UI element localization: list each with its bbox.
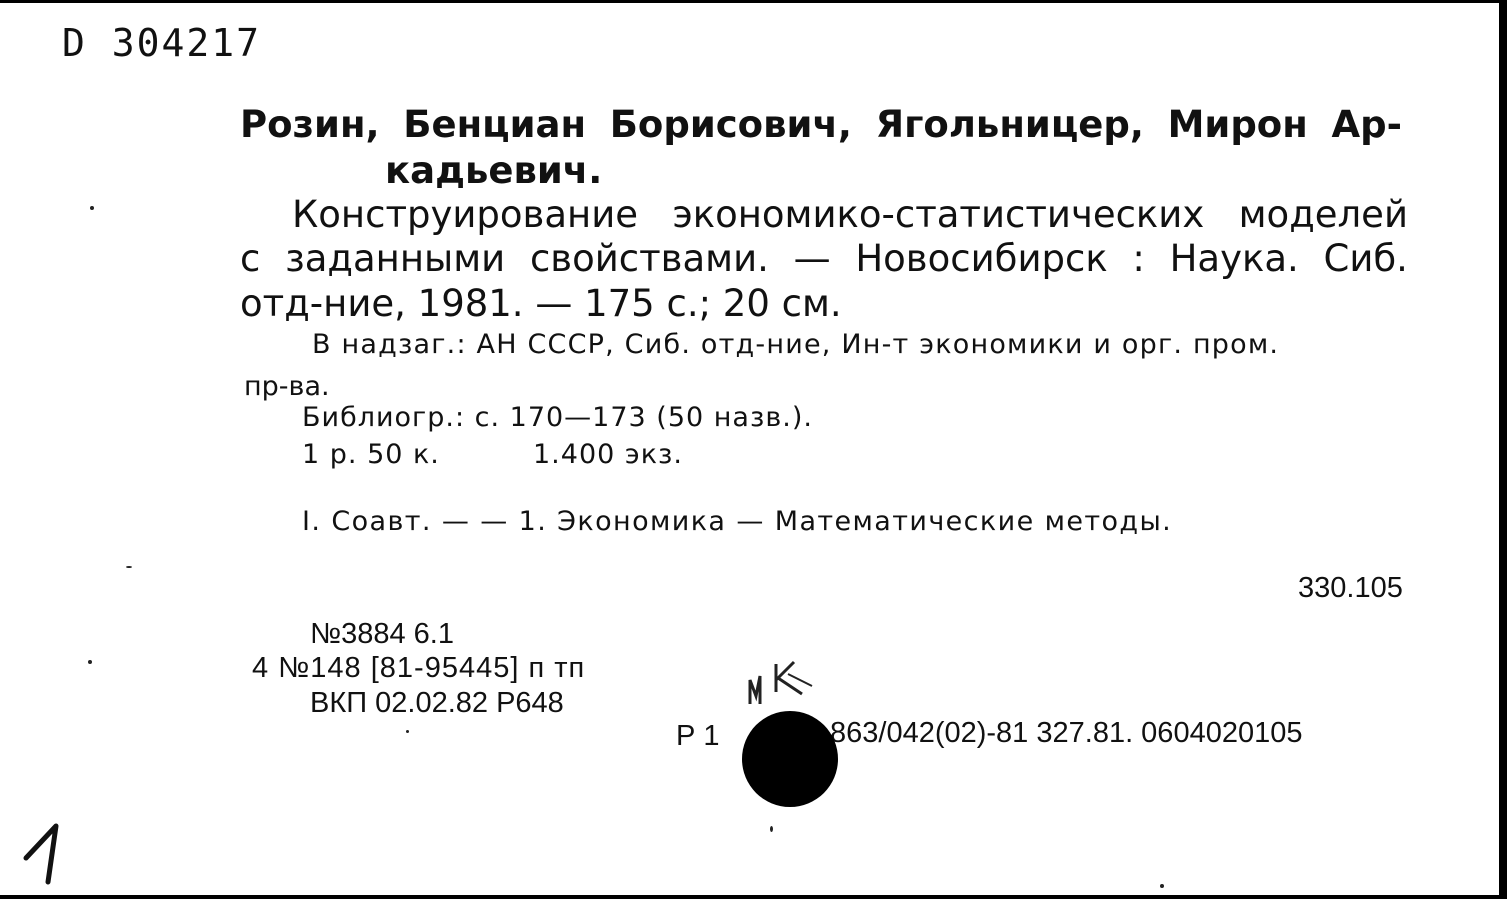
title-word: :	[1132, 237, 1145, 280]
code-prefix: Р 1	[676, 720, 720, 752]
order-number: №3884 6.1	[310, 618, 454, 650]
copies: 1.400 экз.	[533, 439, 683, 470]
price: 1 р. 50 к.	[302, 439, 440, 470]
speck	[770, 826, 773, 832]
title-line-2	[240, 237, 1408, 280]
author-heading-line-2: кадьевич.	[385, 149, 603, 192]
note-line-1: В надзаг.: АН СССР, Сиб. отд-ние, Ин-т экономики и орг. пром.	[312, 329, 1280, 360]
speck	[88, 660, 92, 664]
title-line-3: отд-ние, 1981. — 175 с.; 20 см.	[240, 282, 842, 325]
speck	[126, 566, 132, 568]
author-word: Мирон	[1167, 103, 1308, 146]
title-word: свойствами.	[529, 237, 769, 280]
title-word: заданными	[285, 237, 506, 280]
card-bottom-edge	[0, 895, 1507, 899]
author-word: Бенциан	[403, 103, 587, 146]
bibliography-note: Библиогр.: с. 170—173 (50 назв.).	[302, 402, 813, 433]
note-line-2: пр-ва.	[244, 371, 330, 402]
classification-number: 330.105	[1298, 572, 1403, 604]
title-word: Новосибирск	[855, 237, 1108, 280]
title-word: Сиб.	[1323, 237, 1408, 280]
handwritten-number-icon	[18, 820, 68, 890]
author-word: Борисович,	[609, 103, 852, 146]
title-word: Наука.	[1169, 237, 1299, 280]
title-word: —	[793, 237, 831, 280]
author-word: Розин,	[240, 103, 380, 146]
code-line: 863/042(02)-81 327.81. 0604020105	[830, 717, 1303, 749]
speck	[90, 206, 94, 210]
title-line-1	[292, 193, 1408, 236]
subject-tracings: I. Соавт. — — 1. Экономика — Математические методы.	[302, 506, 1173, 537]
author-word: Ар-	[1331, 103, 1402, 146]
title-word: экономико-статистических	[672, 193, 1205, 236]
title-word: моделей	[1238, 193, 1408, 236]
vkp-line: ВКП 02.02.82 Р648	[310, 687, 564, 719]
registration-line: 4 №148 [81-95445] п тп	[252, 652, 586, 684]
author-heading-line-1	[240, 103, 1402, 146]
speck	[1160, 884, 1164, 888]
card-top-edge	[0, 0, 1507, 3]
title-word: Конструирование	[292, 193, 639, 236]
punch-hole	[742, 711, 838, 807]
author-word: Ягольницер,	[875, 103, 1144, 146]
stamp-mark-icon	[742, 652, 822, 712]
shelfmark: D 304217	[62, 21, 262, 65]
speck	[406, 730, 409, 733]
card-right-edge	[1499, 0, 1507, 899]
title-word: с	[240, 237, 261, 280]
